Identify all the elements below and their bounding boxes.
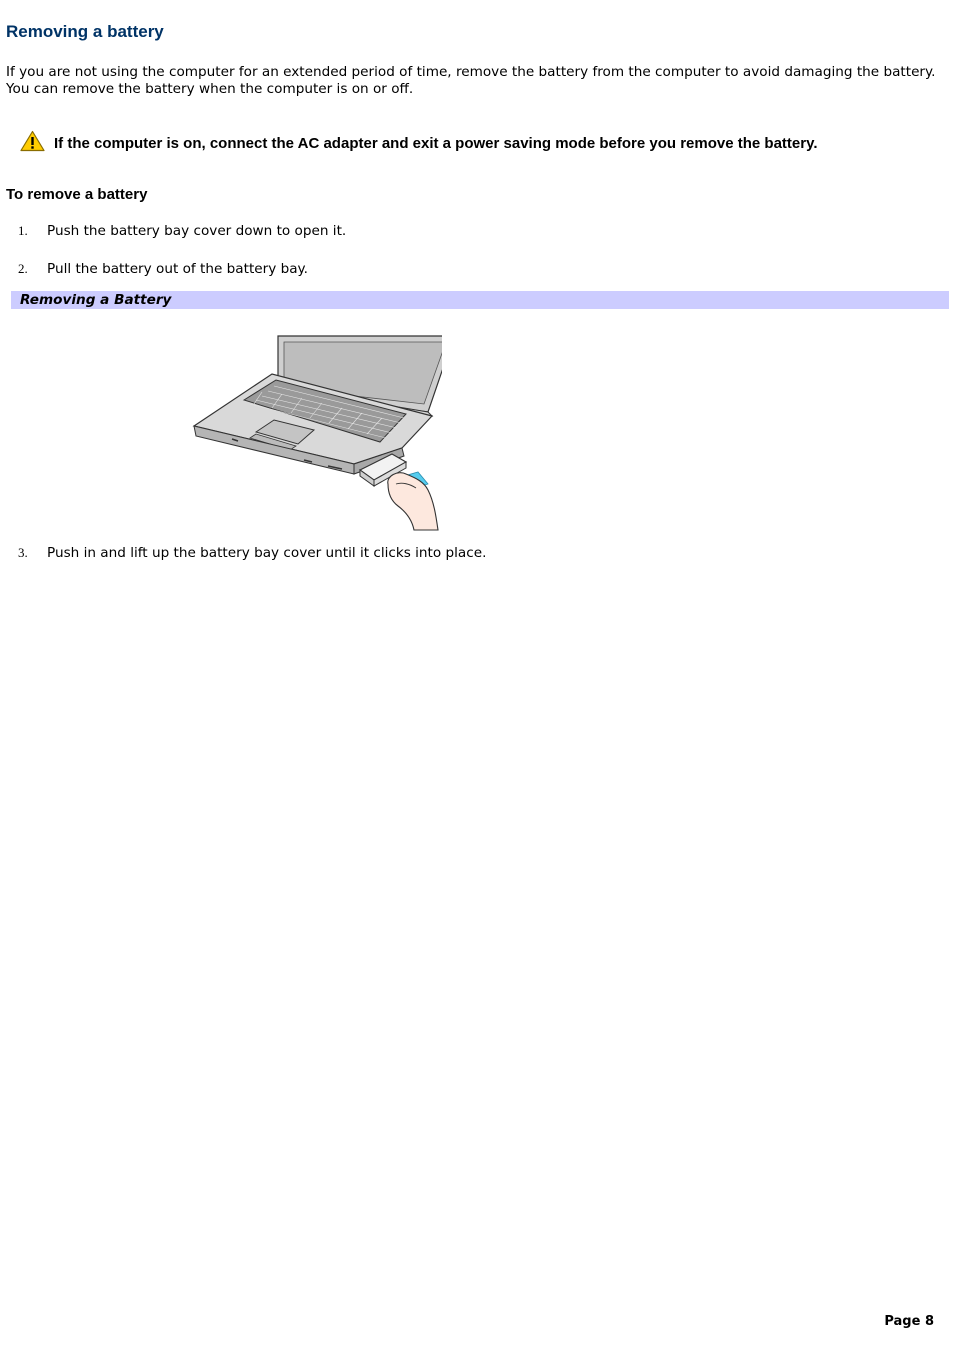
step-number: 1. — [18, 223, 28, 238]
step-text: Push in and lift up the battery bay cover until it clicks into place. — [47, 545, 487, 561]
step-item — [18, 545, 486, 561]
warning-note — [20, 130, 818, 152]
page-number: Page 8 — [884, 1314, 934, 1329]
laptop-battery-illustration — [192, 334, 442, 532]
figure-caption: Removing a Battery — [20, 292, 172, 308]
intro-paragraph: If you are not using the computer for an extended period of time, remove the battery from the computer to avoid damaging the battery. You can remove the battery when the computer is on or off. — [6, 64, 936, 97]
step-text: Pull the battery out of the battery bay. — [47, 261, 308, 277]
page-title: Removing a battery — [6, 22, 164, 41]
step-text: Push the battery bay cover down to open it. — [47, 223, 347, 239]
warning-text: If the computer is on, connect the AC adapter and exit a power saving mode before you remove the battery. — [54, 135, 818, 152]
step-number: 2. — [18, 261, 28, 276]
step-item — [18, 223, 346, 239]
step-item — [18, 261, 308, 277]
warning-triangle-icon — [20, 130, 45, 152]
procedure-heading: To remove a battery — [6, 186, 148, 203]
step-number: 3. — [18, 545, 28, 560]
figure-caption-bar — [11, 291, 949, 309]
